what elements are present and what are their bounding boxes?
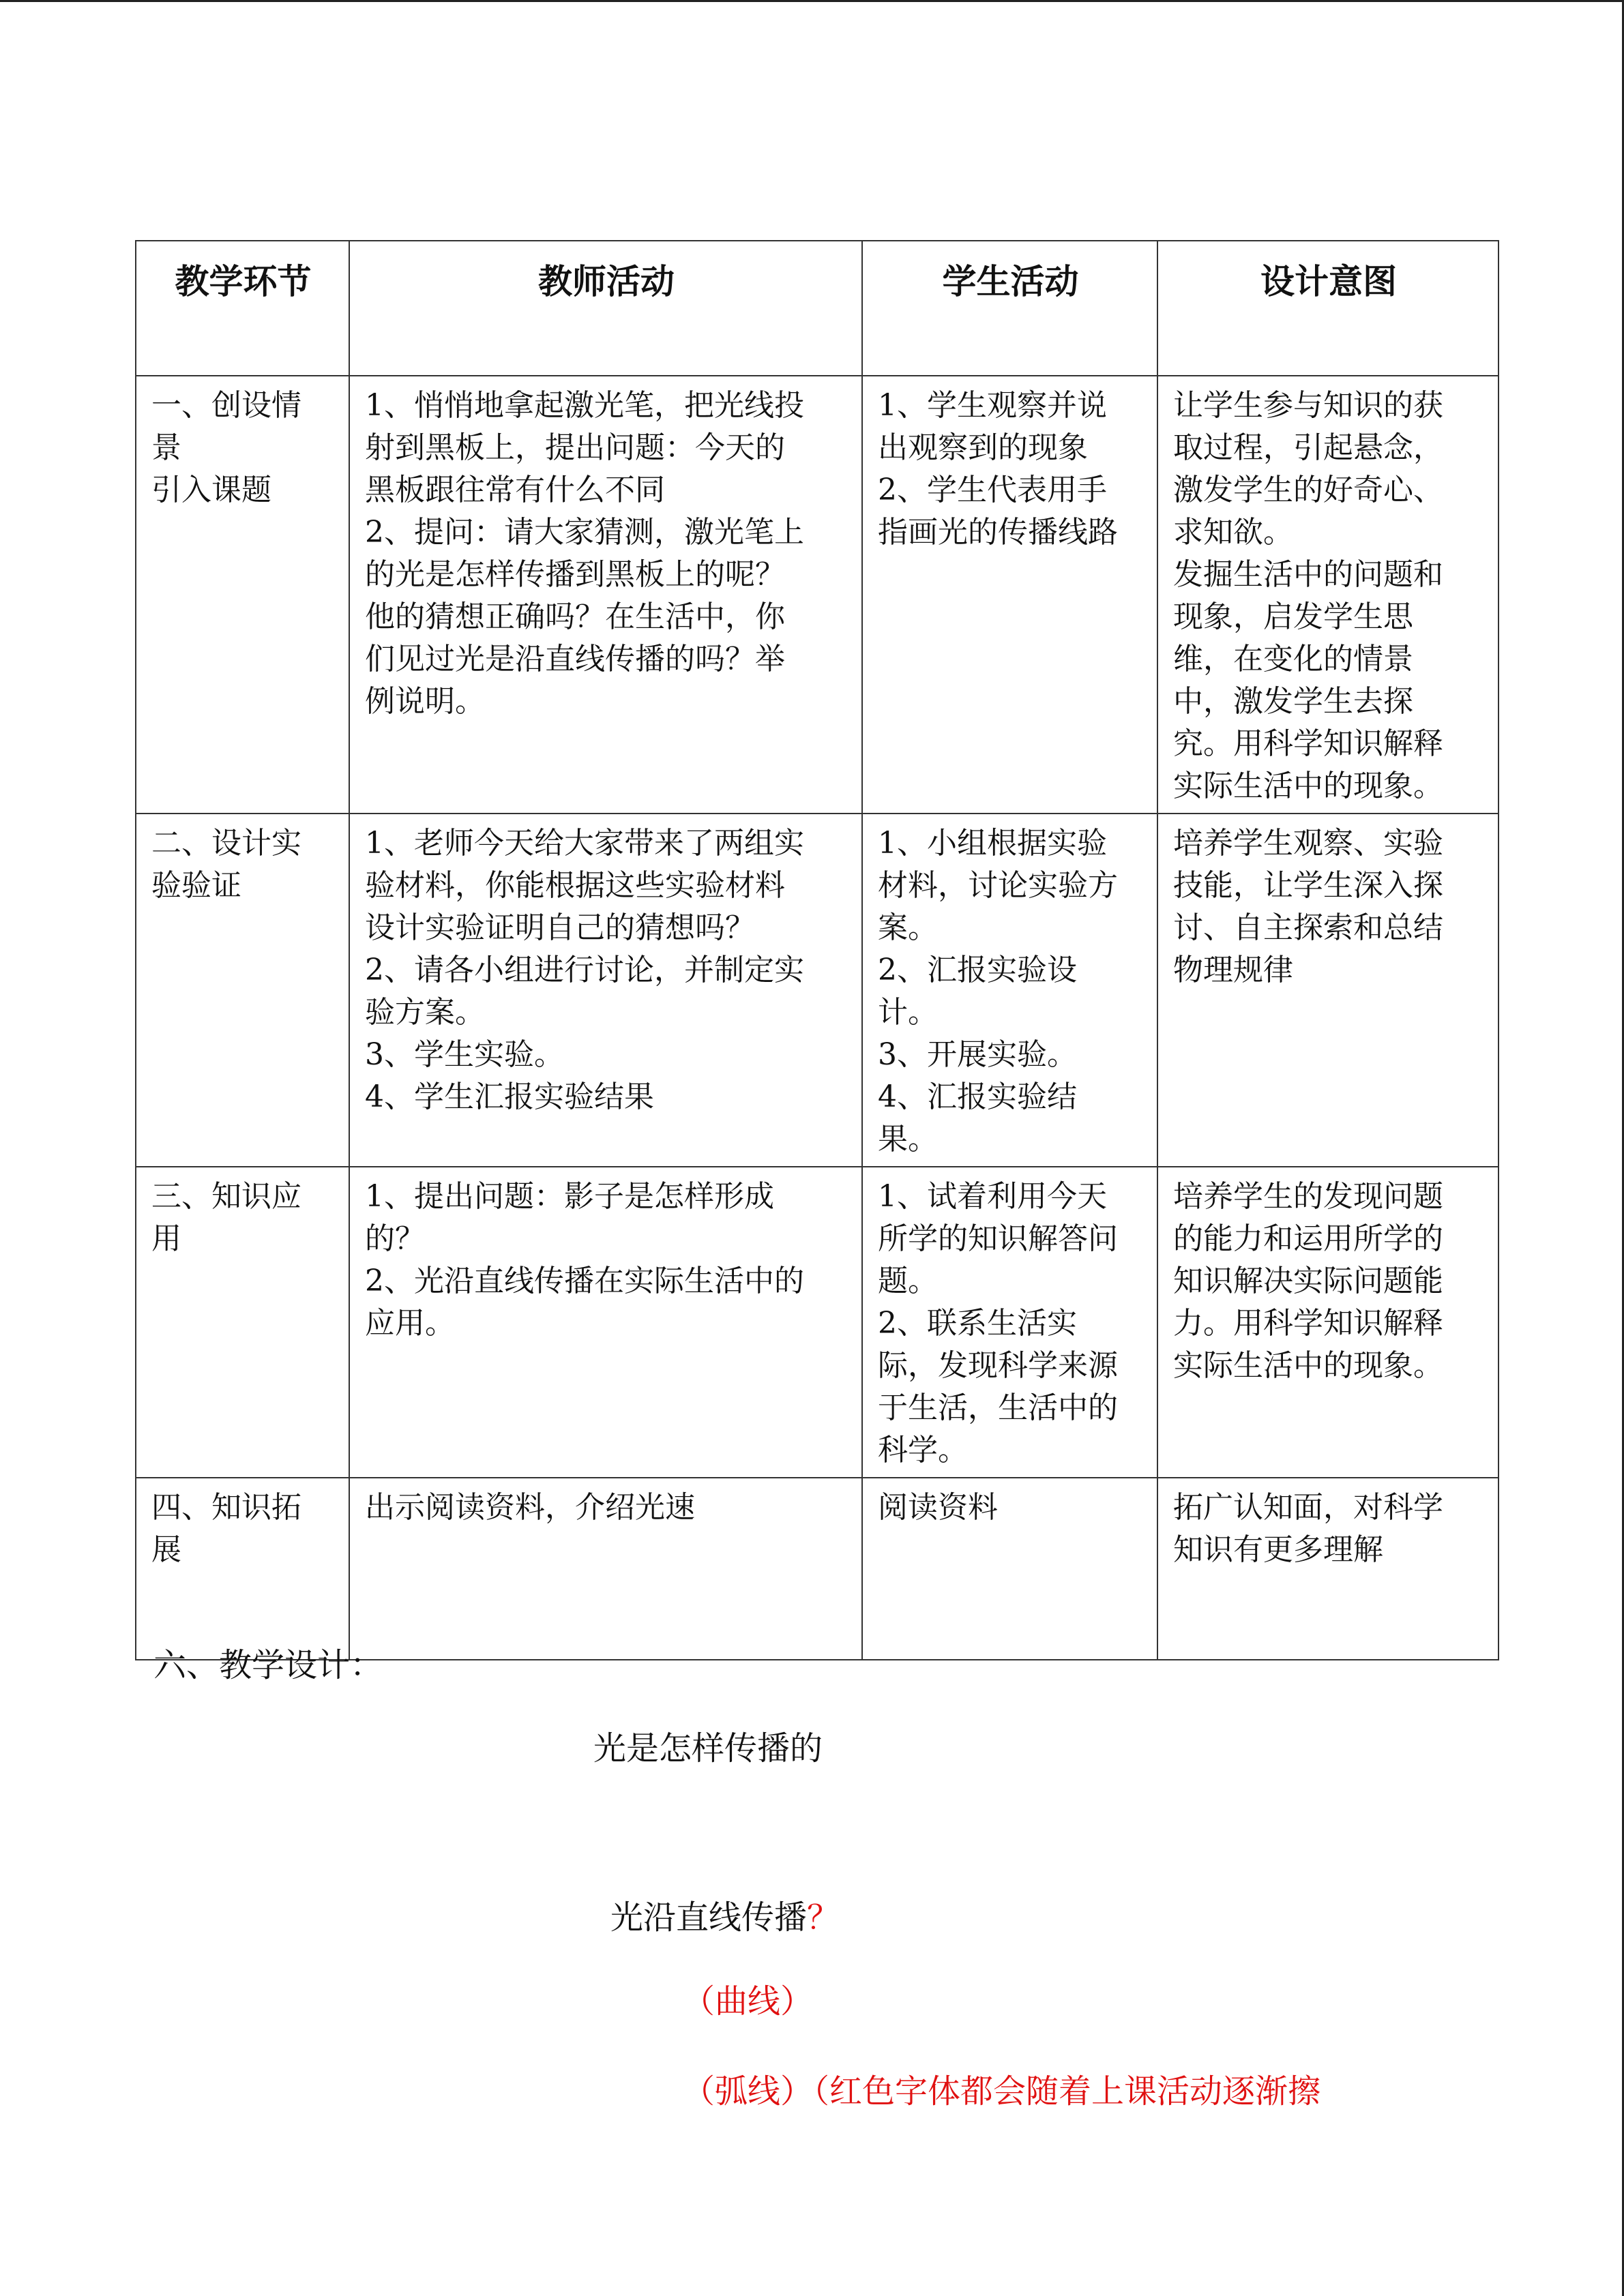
cell-stage	[136, 814, 349, 1167]
cell-line: 讨、自主探索和总结	[1173, 910, 1443, 945]
cell-line: 用	[151, 1221, 181, 1256]
cell-line: 究。用科学知识解释	[1173, 726, 1443, 761]
cell-line: 所学的知识解答问	[878, 1221, 1118, 1256]
cell-line: 出观察到的现象	[878, 430, 1088, 465]
design-red-arc-note: （弧线）（红色字体都会随着上课活动逐渐擦	[682, 2072, 1321, 2111]
section-heading: 六、教学设计：	[153, 1646, 383, 1684]
page-border-top	[0, 0, 1624, 2]
cell-line: 力。用科学知识解释	[1173, 1306, 1443, 1341]
cell-line: 培养学生观察、实验	[1173, 826, 1443, 861]
cell-line: 例说明。	[365, 684, 485, 719]
design-question-mark: ？	[807, 1898, 840, 1937]
cell-line: 1、老师今天给大家带来了两组实	[365, 826, 804, 861]
cell-line: 验验证	[151, 868, 241, 903]
cell-line: 应用。	[365, 1306, 455, 1341]
table-row	[136, 376, 1498, 814]
cell-line: 2、光沿直线传播在实际生活中的	[365, 1264, 804, 1298]
cell-line: 实际生活中的现象。	[1173, 769, 1443, 803]
cell-line: 二、设计实	[151, 826, 301, 861]
cell-line: 1、小组根据实验	[878, 826, 1107, 861]
cell-line: 物理规律	[1173, 953, 1293, 987]
cell-line: 设计实验证明自己的猜想吗？	[365, 910, 755, 945]
cell-line: 四、知识拓	[151, 1490, 301, 1525]
cell-line: 际，发现科学来源	[878, 1348, 1118, 1383]
cell-line: 他的猜想正确吗？在生活中，你	[365, 599, 785, 634]
cell-line: 指画光的传播线路	[878, 515, 1118, 550]
cell-line: 展	[151, 1532, 181, 1567]
cell-line: 实际生活中的现象。	[1173, 1348, 1443, 1383]
cell-line: 1、试着利用今天	[878, 1179, 1107, 1214]
cell-line: 出示阅读资料，介绍光速	[365, 1490, 695, 1525]
cell-intent	[1157, 1478, 1498, 1660]
cell-line: 阅读资料	[878, 1490, 998, 1525]
cell-line: 景	[151, 430, 181, 465]
cell-stage	[136, 1478, 349, 1660]
table-row	[136, 1167, 1498, 1478]
cell-line: 计。	[878, 995, 938, 1030]
cell-line: 现象，启发学生思	[1173, 599, 1413, 634]
cell-line: 拓广认知面，对科学	[1173, 1490, 1443, 1525]
cell-line: 1、悄悄地拿起激光笔，把光线投	[365, 388, 804, 423]
header-teacher: 教师活动	[349, 241, 862, 376]
cell-line: 一、创设情	[151, 388, 301, 423]
cell-line: 验方案。	[365, 995, 485, 1030]
cell-line: 知识解决实际问题能	[1173, 1264, 1443, 1298]
cell-line: 2、提问：请大家猜测，激光笔上	[365, 515, 804, 550]
cell-line: 取过程，引起悬念，	[1173, 430, 1443, 465]
cell-teacher	[349, 1478, 862, 1660]
cell-student	[862, 1167, 1157, 1478]
cell-line: 激发学生的好奇心、	[1173, 473, 1443, 507]
cell-teacher	[349, 814, 862, 1167]
lesson-plan-table	[135, 240, 1499, 1660]
cell-line: 三、知识应	[151, 1179, 301, 1214]
cell-line: 2、联系生活实	[878, 1306, 1077, 1341]
cell-student	[862, 1478, 1157, 1660]
cell-line: 技能，让学生深入探	[1173, 868, 1443, 903]
cell-line: 4、汇报实验结	[878, 1079, 1077, 1114]
cell-line: 黑板跟往常有什么不同	[365, 473, 665, 507]
design-main-text: 光沿直线传播	[610, 1898, 808, 1937]
design-red-curve: （曲线）	[682, 1982, 814, 2021]
cell-teacher	[349, 1167, 862, 1478]
cell-line: 3、开展实验。	[878, 1037, 1077, 1072]
cell-line: 求知欲。	[1173, 515, 1293, 550]
cell-line: 的光是怎样传播到黑板上的呢？	[365, 557, 785, 592]
cell-line: 1、学生观察并说	[878, 388, 1107, 423]
header-student: 学生活动	[862, 241, 1157, 376]
cell-line: 的？	[365, 1221, 425, 1256]
header-intent: 设计意图	[1157, 241, 1498, 376]
cell-line: 4、学生汇报实验结果	[365, 1079, 654, 1114]
cell-line: 于生活，生活中的	[878, 1390, 1118, 1425]
design-main-line	[610, 1896, 840, 1939]
cell-line: 发掘生活中的问题和	[1173, 557, 1443, 592]
cell-line: 中，激发学生去探	[1173, 684, 1413, 719]
cell-line: 2、汇报实验设	[878, 953, 1077, 987]
cell-line: 3、学生实验。	[365, 1037, 564, 1072]
cell-line: 验材料，你能根据这些实验材料	[365, 868, 785, 903]
table-row	[136, 814, 1498, 1167]
cell-line: 果。	[878, 1122, 938, 1157]
table-header-row	[136, 241, 1498, 376]
cell-line: 题。	[878, 1264, 938, 1298]
cell-line: 1、提出问题：影子是怎样形成	[365, 1179, 774, 1214]
cell-line: 让学生参与知识的获	[1173, 388, 1443, 423]
cell-line: 材料，讨论实验方	[878, 868, 1118, 903]
cell-intent	[1157, 1167, 1498, 1478]
cell-line: 的能力和运用所学的	[1173, 1221, 1443, 1256]
cell-teacher	[349, 376, 862, 814]
cell-line: 2、学生代表用手	[878, 473, 1107, 507]
cell-line: 射到黑板上，提出问题：今天的	[365, 430, 785, 465]
cell-line: 科学。	[878, 1433, 968, 1467]
cell-intent	[1157, 376, 1498, 814]
cell-stage	[136, 1167, 349, 1478]
design-title: 光是怎样传播的	[593, 1729, 823, 1768]
cell-intent	[1157, 814, 1498, 1167]
header-stage: 教学环节	[136, 241, 349, 376]
cell-line: 引入课题	[151, 473, 271, 507]
cell-student	[862, 814, 1157, 1167]
cell-line: 2、请各小组进行讨论，并制定实	[365, 953, 804, 987]
cell-line: 案。	[878, 910, 938, 945]
cell-line: 们见过光是沿直线传播的吗？举	[365, 642, 785, 676]
cell-line: 维，在变化的情景	[1173, 642, 1413, 676]
cell-line: 知识有更多理解	[1173, 1532, 1383, 1567]
cell-stage	[136, 376, 349, 814]
table-row	[136, 1478, 1498, 1660]
cell-line: 培养学生的发现问题	[1173, 1179, 1443, 1214]
cell-student	[862, 376, 1157, 814]
